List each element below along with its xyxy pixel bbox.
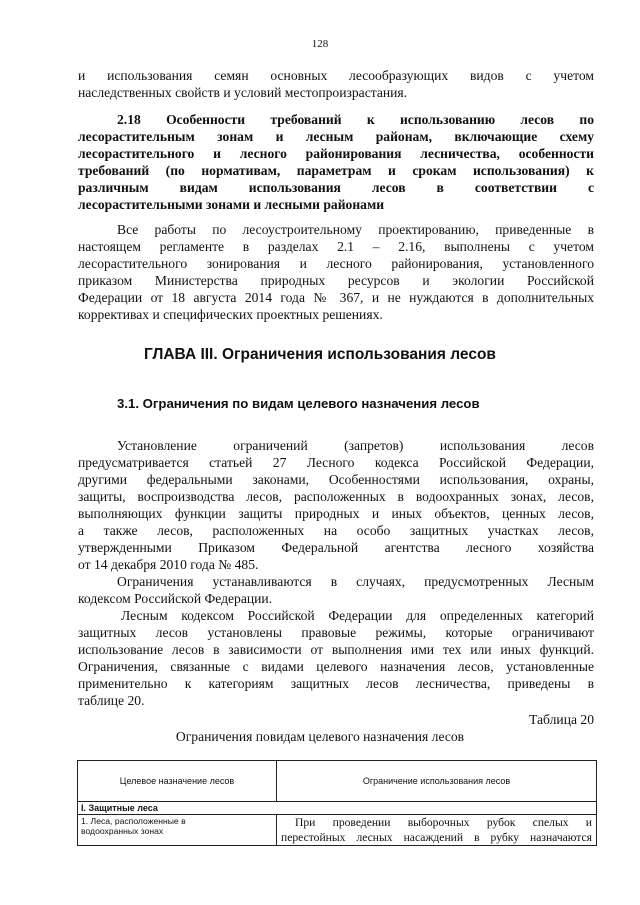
paragraph-2-line-6: а также лесов, расположенных на особо защитных участках лесов, (78, 523, 594, 538)
table-group-protective-forests: I. Защитные леса (78, 802, 597, 815)
table-cell-restriction (277, 815, 597, 846)
paragraph-4-line-3: использование лесов в зависимости от выполнения ими тех или иных функций. (78, 642, 594, 657)
paragraph-2-line-7: утвержденными Приказом Федеральной агентства лесного хозяйства (78, 540, 594, 555)
table-group-row (78, 802, 597, 815)
paragraph-3-line-2: кодексом Российской Федерации. (78, 591, 273, 606)
paragraph-2-line-3: другими федеральными законами, Особенностями использования, охраны, (78, 472, 594, 487)
paragraph-4-line-2: защитных лесов установлены правовые режимы, которые ограничивают (78, 625, 594, 640)
page-number: 128 (311, 38, 329, 50)
paragraph-2-line-1: Установление ограничений (запретов) использования лесов (117, 438, 594, 453)
section-218-heading-line-4: требований (по нормативам, параметрам и срокам использования) к (78, 163, 594, 178)
section-218-heading-line-2: лесорастительным зонам и лесным районам, включающие схему (78, 129, 594, 144)
table-label: Таблица 20 (529, 712, 594, 727)
paragraph-1-line-3: лесорастительного зонирования и лесного районирования, установленного (78, 256, 594, 271)
table-cell-restriction-line-1: При проведении выборочных рубок спелых и (295, 816, 592, 829)
paragraph-2-line-8: от 14 декабря 2010 года № 485. (78, 557, 259, 572)
paragraph-1-line-6: коррективах и специфических проектных решениях. (78, 307, 383, 322)
paragraph-4-line-1: Лесным кодексом Российской Федерации для определенных категорий (121, 608, 594, 623)
paragraph-4-line-4: Ограничения, связанные с видами целевого назначения лесов, установленные (78, 659, 594, 674)
section-218-heading-line-6: лесорастительными зонами и лесными районами (78, 197, 385, 212)
table-header-restriction: Ограничение использования лесов (277, 761, 597, 802)
paragraph-2-line-2: предусматривается статьей 27 Лесного кодекса Российской Федерации, (78, 455, 594, 470)
table-cell-purpose (78, 815, 277, 846)
table-cell-purpose-line-2: водоохранных зонах (81, 826, 164, 836)
table-header-row (78, 761, 597, 802)
table-cell-purpose-line-1: 1. Леса, расположенные в (81, 816, 186, 826)
paragraph-4-line-6: таблице 20. (78, 693, 145, 708)
table-header-purpose: Целевое назначение лесов (78, 761, 277, 802)
paragraph-1-line-5: Федерации от 18 августа 2014 года № 367, и не нуждаются в дополнительных (78, 290, 594, 305)
intro-line-1: и использования семян основных лесообразующих видов с учетом (78, 68, 594, 83)
table-row (78, 815, 597, 846)
paragraph-3-line-1: Ограничения устанавливаются в случаях, предусмотренных Лесным (117, 574, 594, 589)
intro-line-2: наследственных свойств и условий местопроизрастания. (78, 85, 408, 100)
paragraph-1-line-1: Все работы по лесоустроительному проектированию, приведенные в (117, 222, 594, 237)
table-cell-restriction-line-2: перестойных лесных насаждений в рубку назначаются (281, 831, 592, 844)
section-218-heading-line-3: лесорастительного и лесного районирования лесничества, особенности (78, 146, 594, 161)
table-caption: Ограничения повидам целевого назначения лесов (175, 729, 465, 744)
paragraph-2-line-4: защиты, воспроизводства лесов, расположенных в водоохранных зонах, лесов, (78, 489, 594, 504)
chapter-title: ГЛАВА III. Ограничения использования лесов (144, 346, 496, 363)
paragraph-1-line-4: приказом Министерства природных ресурсов и экологии Российской (78, 273, 594, 288)
restrictions-table (77, 760, 597, 846)
paragraph-1-line-2: настоящем регламенте в разделах 2.1 – 2.16, выполнены с учетом (78, 239, 594, 254)
section-218-heading-line-1: 2.18 Особенности требований к использованию лесов по (117, 112, 594, 127)
paragraph-2-line-5: выполняющих функции защиты природных и иных объектов, ценных лесов, (78, 506, 594, 521)
section-218-heading-line-5: различным видам использования лесов в соответствии с (78, 180, 594, 195)
paragraph-4-line-5: применительно к категориям защитных лесов лесничества, приведены в (78, 676, 594, 691)
section-31-title: 3.1. Ограничения по видам целевого назначения лесов (117, 396, 480, 411)
